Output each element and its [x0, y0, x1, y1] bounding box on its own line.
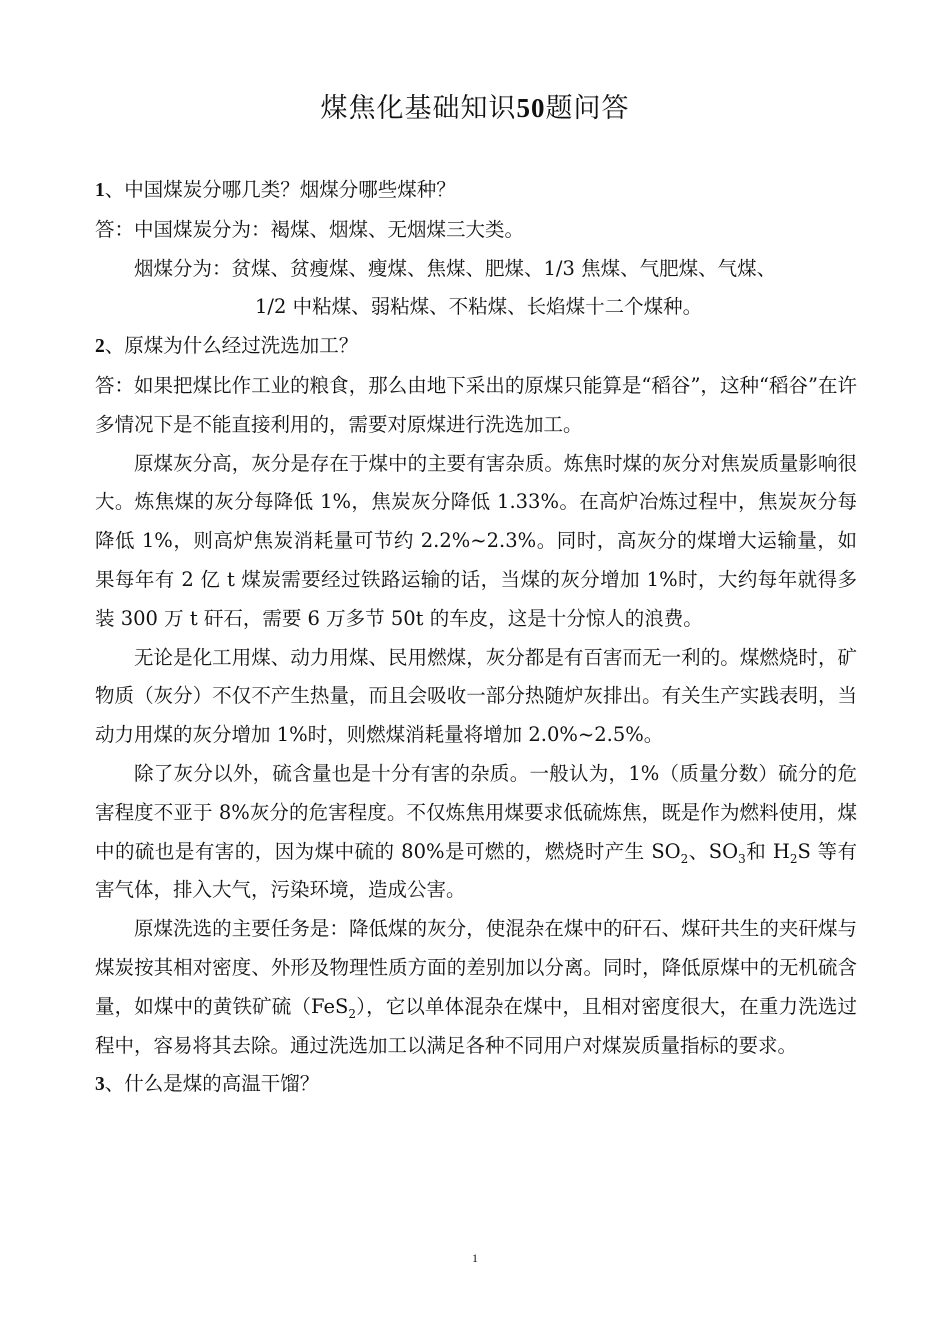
- title-suffix: 题问答: [545, 93, 630, 124]
- paragraph-text: 原煤洗选的主要任务是：降低煤的灰分，使混杂在煤中的矸石、煤矸共生的夹矸煤与煤炭按其相对密度、外形及物理性质方面的差别加以分离。同时，降低原煤中的无机硫含量，如煤中的黄铁矿硫（FeS: [95, 917, 857, 1018]
- question-text: 、中国煤炭分哪几类？烟煤分哪些煤种？: [104, 178, 456, 201]
- subscript: 2: [680, 851, 689, 866]
- page-number: 1: [472, 1251, 478, 1265]
- paragraph-text: S 等有害气体，排入大气，污染环境，造成公害。: [95, 839, 857, 902]
- answer-1-detail-line-2: 1/2 中粘煤、弱粘煤、不粘煤、长焰煤十二个煤种。: [255, 295, 703, 319]
- question-number: 3: [95, 1074, 105, 1096]
- paragraph-text: 、SO: [688, 839, 739, 863]
- question-3: [95, 1065, 857, 1105]
- question-2: [95, 327, 857, 367]
- paragraph-text: ），它以单体混杂在煤中，且相对密度很大，在重力洗选过程中，容易将其去除。通过洗选加工以满足各种不同用户对煤炭质量指标的要求。: [95, 994, 857, 1057]
- question-text: 、什么是煤的高温干馏？: [104, 1072, 320, 1096]
- title-number: 50: [516, 93, 546, 123]
- question-number: 1: [95, 180, 105, 201]
- document-body: [95, 171, 857, 1105]
- paragraph-text: 和 H: [745, 839, 790, 863]
- answer-2-paragraph-1: 原煤灰分高，灰分是存在于煤中的主要有害杂质。炼焦时煤的灰分对焦炭质量影响很大。炼焦煤的灰分每降低 1%，焦炭灰分降低 1.33%。在高炉冶炼过程中，焦炭灰分每降低 1%，则高炉焦炭消耗量可节约 2.2%~2.3%。同时，高灰分的煤增大运输量，如果每年有 2 亿 t 煤炭需要经过铁路运输的话，当煤的灰分增加 1%时，大约每年就得多装 300 万 t 矸石，需要 6 万多节 50t 的车皮，这是十分惊人的浪费。: [95, 451, 857, 630]
- question-text: 、原煤为什么经过洗选加工？: [104, 334, 359, 358]
- question-1: [95, 171, 857, 211]
- answer-2: 答：如果把煤比作工业的粮食，那么由地下采出的原煤只能算是“稻谷”，这种“稻谷”在许多情况下是不能直接利用的，需要对原煤进行洗选加工。: [95, 373, 857, 436]
- answer-2-paragraph-2: 无论是化工用煤、动力用煤、民用燃煤，灰分都是有百害而无一利的。煤燃烧时，矿物质（灰分）不仅不产生热量，而且会吸收一部分热随炉灰排出。有关生产实践表明，当动力用煤的灰分增加 1%时，则燃煤消耗量将增加 2.0%~2.5%。: [95, 645, 857, 747]
- question-number: 2: [95, 336, 105, 358]
- page-title: [0, 86, 950, 125]
- subscript: 2: [348, 1006, 357, 1021]
- subscript: 2: [789, 851, 798, 866]
- title-prefix: 煤焦化基础知识: [320, 93, 517, 124]
- answer-1-detail-line-1: 烟煤分为：贫煤、贫瘦煤、瘦煤、焦煤、肥煤、1/3 焦煤、气肥煤、气煤、: [134, 256, 777, 280]
- paragraph-text: 除了灰分以外，硫含量也是十分有害的杂质。一般认为，1%（质量分数）硫分的危害程度不亚于 8%灰分的危害程度。不仅炼焦用煤要求低硫炼焦，既是作为燃料使用，煤中的硫也是有害的，因为煤中硫的 80%是可燃的，燃烧时产生 SO: [95, 761, 857, 863]
- answer-2-paragraph-4: [95, 910, 857, 1065]
- answer-2-paragraph-3: [95, 755, 857, 910]
- answer-1: 答：中国煤炭分为：褐煤、烟煤、无烟煤三大类。: [95, 217, 525, 241]
- subscript: 3: [738, 851, 746, 866]
